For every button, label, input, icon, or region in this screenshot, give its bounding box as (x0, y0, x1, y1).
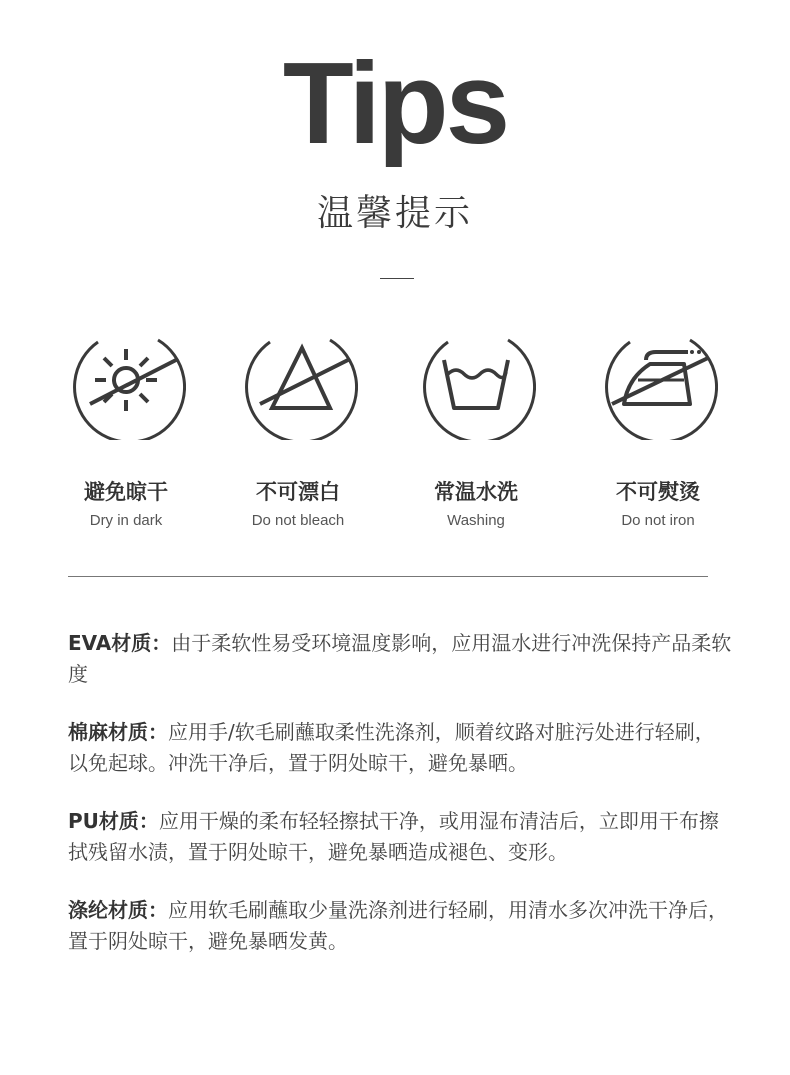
care-label-en: Washing (447, 512, 505, 529)
care-item-do-not-bleach (208, 320, 388, 530)
note-cotton-linen (68, 717, 733, 779)
no-sun-dry-icon (66, 320, 186, 440)
care-item-washing (386, 320, 566, 530)
note-polyester (68, 895, 733, 957)
care-icons-row (0, 320, 790, 540)
page-title: Tips (282, 38, 508, 168)
care-label-en: Do not bleach (251, 512, 345, 529)
no-iron-icon (598, 320, 718, 440)
care-label-cn: 不可熨烫 (616, 480, 700, 504)
care-item-do-not-iron (568, 320, 748, 530)
care-item-dry-in-dark (36, 320, 216, 530)
note-text: 由于柔软性易受环境温度影响，应用温水进行冲洗保持产品柔软度 (68, 631, 732, 686)
care-label-cn: 避免晾干 (84, 480, 168, 504)
no-bleach-icon (238, 320, 358, 440)
note-pu (68, 806, 733, 868)
note-title: EVA材质： (68, 631, 172, 655)
care-label-cn: 不可漂白 (256, 480, 340, 504)
wash-basin-icon (416, 320, 536, 440)
care-label-en: Do not iron (621, 512, 695, 529)
note-title: PU材质： (68, 809, 159, 833)
note-text: 应用手/软毛刷蘸取柔性洗涤剂，顺着纹路对脏污处进行轻刷，以免起球。冲洗干净后，置于阴处晾干，避免暴晒。 (68, 720, 715, 775)
note-title: 棉麻材质： (68, 720, 168, 744)
material-notes (68, 628, 733, 984)
page-subtitle: 温馨提示 (316, 193, 473, 234)
note-text: 应用干燥的柔布轻轻擦拭干净，或用湿布清洁后，立即用干布擦拭残留水渍，置于阴处晾干，避免暴晒造成褪色、变形。 (68, 809, 719, 864)
care-label-en: Dry in dark (89, 512, 163, 529)
section-divider (68, 576, 708, 577)
note-title: 涤纶材质： (68, 898, 168, 922)
title-divider (380, 278, 414, 279)
note-eva (68, 628, 733, 690)
note-text: 应用软毛刷蘸取少量洗涤剂进行轻刷，用清水多次冲洗干净后，置于阴处晾干，避免暴晒发黄。 (68, 898, 728, 953)
care-label-cn: 常温水洗 (434, 480, 518, 504)
